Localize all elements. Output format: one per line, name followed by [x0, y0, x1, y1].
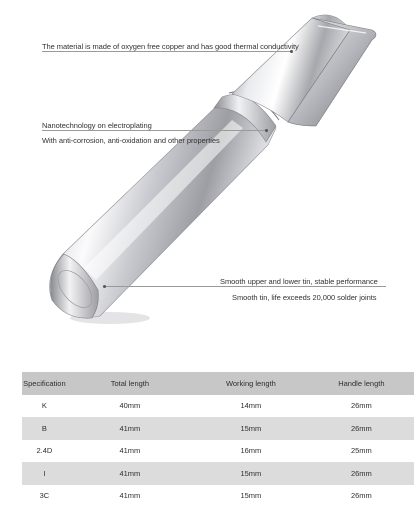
callout-dot — [103, 285, 106, 288]
table-cell: 15mm — [193, 417, 309, 440]
table-row — [22, 417, 414, 440]
table-cell: 26mm — [309, 485, 414, 507]
table-cell: 16mm — [193, 440, 309, 463]
header-specification: Specification — [22, 372, 67, 395]
table-row — [22, 485, 414, 507]
leader-line — [42, 51, 292, 52]
table-cell: 2.4D — [22, 440, 67, 463]
table-cell: 41mm — [67, 462, 193, 485]
table-row — [22, 395, 414, 418]
callout-dot — [265, 129, 268, 132]
header-total-length: Total length — [67, 372, 193, 395]
table-cell: 26mm — [309, 417, 414, 440]
header-working-length: Working length — [193, 372, 309, 395]
table-cell: 41mm — [67, 485, 193, 507]
table-cell: 26mm — [309, 462, 414, 485]
table-row — [22, 462, 414, 485]
annotation-material: The material is made of oxygen free copper and has good thermal conductivity — [42, 42, 299, 51]
table-cell: K — [22, 395, 67, 418]
table-cell: 14mm — [193, 395, 309, 418]
table-cell: 15mm — [193, 485, 309, 507]
table-cell: I — [22, 462, 67, 485]
table-cell: B — [22, 417, 67, 440]
annotation-life: Smooth tin, life exceeds 20,000 solder joints — [232, 293, 377, 302]
leader-line — [42, 130, 267, 131]
annotation-anti-corrosion: With anti-corrosion, anti-oxidation and other properties — [42, 136, 220, 145]
specification-table — [22, 372, 414, 507]
annotation-nanotechnology: Nanotechnology on electroplating — [42, 121, 152, 130]
table-cell: 3C — [22, 485, 67, 507]
leader-line — [104, 286, 386, 287]
table-header-row — [22, 372, 414, 395]
table-row — [22, 440, 414, 463]
table-cell: 25mm — [309, 440, 414, 463]
table-cell: 26mm — [309, 395, 414, 418]
annotation-smooth-tin: Smooth upper and lower tin, stable performance — [220, 277, 378, 286]
table-cell: 15mm — [193, 462, 309, 485]
header-handle-length: Handle length — [309, 372, 414, 395]
table-cell: 41mm — [67, 440, 193, 463]
table-cell: 40mm — [67, 395, 193, 418]
table-cell: 41mm — [67, 417, 193, 440]
